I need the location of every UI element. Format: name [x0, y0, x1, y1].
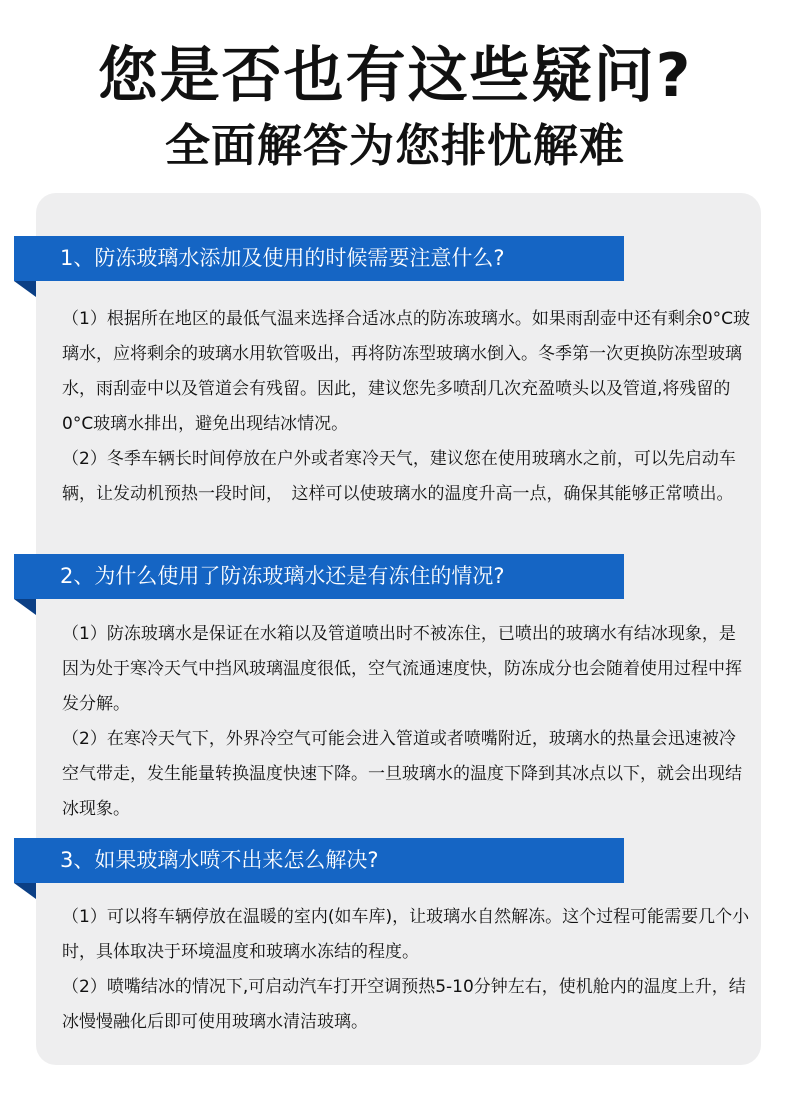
tab-fold-1 [14, 281, 36, 297]
faq-answer-2-paragraph-2: （2）在寒冷天气下，外界冷空气可能会进入管道或者喷嘴附近，玻璃水的热量会迅速被冷空气带走，发生能量转换温度快速下降。一旦玻璃水的温度下降到其冰点以下，就会出现结冰现象。 [62, 729, 742, 819]
page-subtitle: 全面解答为您排忧解难 [164, 119, 625, 172]
faq-question-3: 3、如果玻璃水喷不出来怎么解决? [14, 838, 624, 883]
tab-fold-2 [14, 599, 36, 615]
faq-answer-2 [62, 617, 752, 827]
faq-answer-1 [62, 302, 752, 512]
page-title: 您是否也有这些疑问? [97, 41, 693, 111]
faq-answer-1-paragraph-1: （1）根据所在地区的最低气温来选择合适冰点的防冻玻璃水。如果雨刮壶中还有剩余0°C玻璃水，应将剩余的玻璃水用软管吸出，再将防冻型玻璃水倒入。冬季第一次更换防冻型玻璃水，雨刮壶中以及管道会有残留。因此，建议您先多喷刮几次充盈喷头以及管道,将残留的0°C玻璃水排出，避免出现结冰情况。 [62, 309, 751, 434]
faq-answer-3 [62, 900, 752, 1040]
tab-fold-3 [14, 883, 36, 899]
faq-answer-2-paragraph-1: （1）防冻玻璃水是保证在水箱以及管道喷出时不被冻住，已喷出的玻璃水有结冰现象，是因为处于寒冷天气中挡风玻璃温度很低，空气流通速度快，防冻成分也会随着使用过程中挥发分解。 [62, 624, 742, 714]
faq-question-2: 2、为什么使用了防冻玻璃水还是有冻住的情况? [14, 554, 624, 599]
faq-answer-3-paragraph-2: （2）喷嘴结冰的情况下,可启动汽车打开空调预热5-10分钟左右，使机舱内的温度上升，结冰慢慢融化后即可使用玻璃水清洁玻璃。 [62, 977, 746, 1032]
faq-question-1: 1、防冻玻璃水添加及使用的时候需要注意什么? [14, 236, 624, 281]
faq-answer-3-paragraph-1: （1）可以将车辆停放在温暖的室内(如车库)，让玻璃水自然解冻。这个过程可能需要几个小时，具体取决于环境温度和玻璃水冻结的程度。 [62, 907, 750, 962]
faq-answer-1-paragraph-2: （2）冬季车辆长时间停放在户外或者寒冷天气，建议您在使用玻璃水之前，可以先启动车辆，让发动机预热一段时间， 这样可以使玻璃水的温度升高一点，确保其能够正常喷出。 [62, 449, 736, 504]
